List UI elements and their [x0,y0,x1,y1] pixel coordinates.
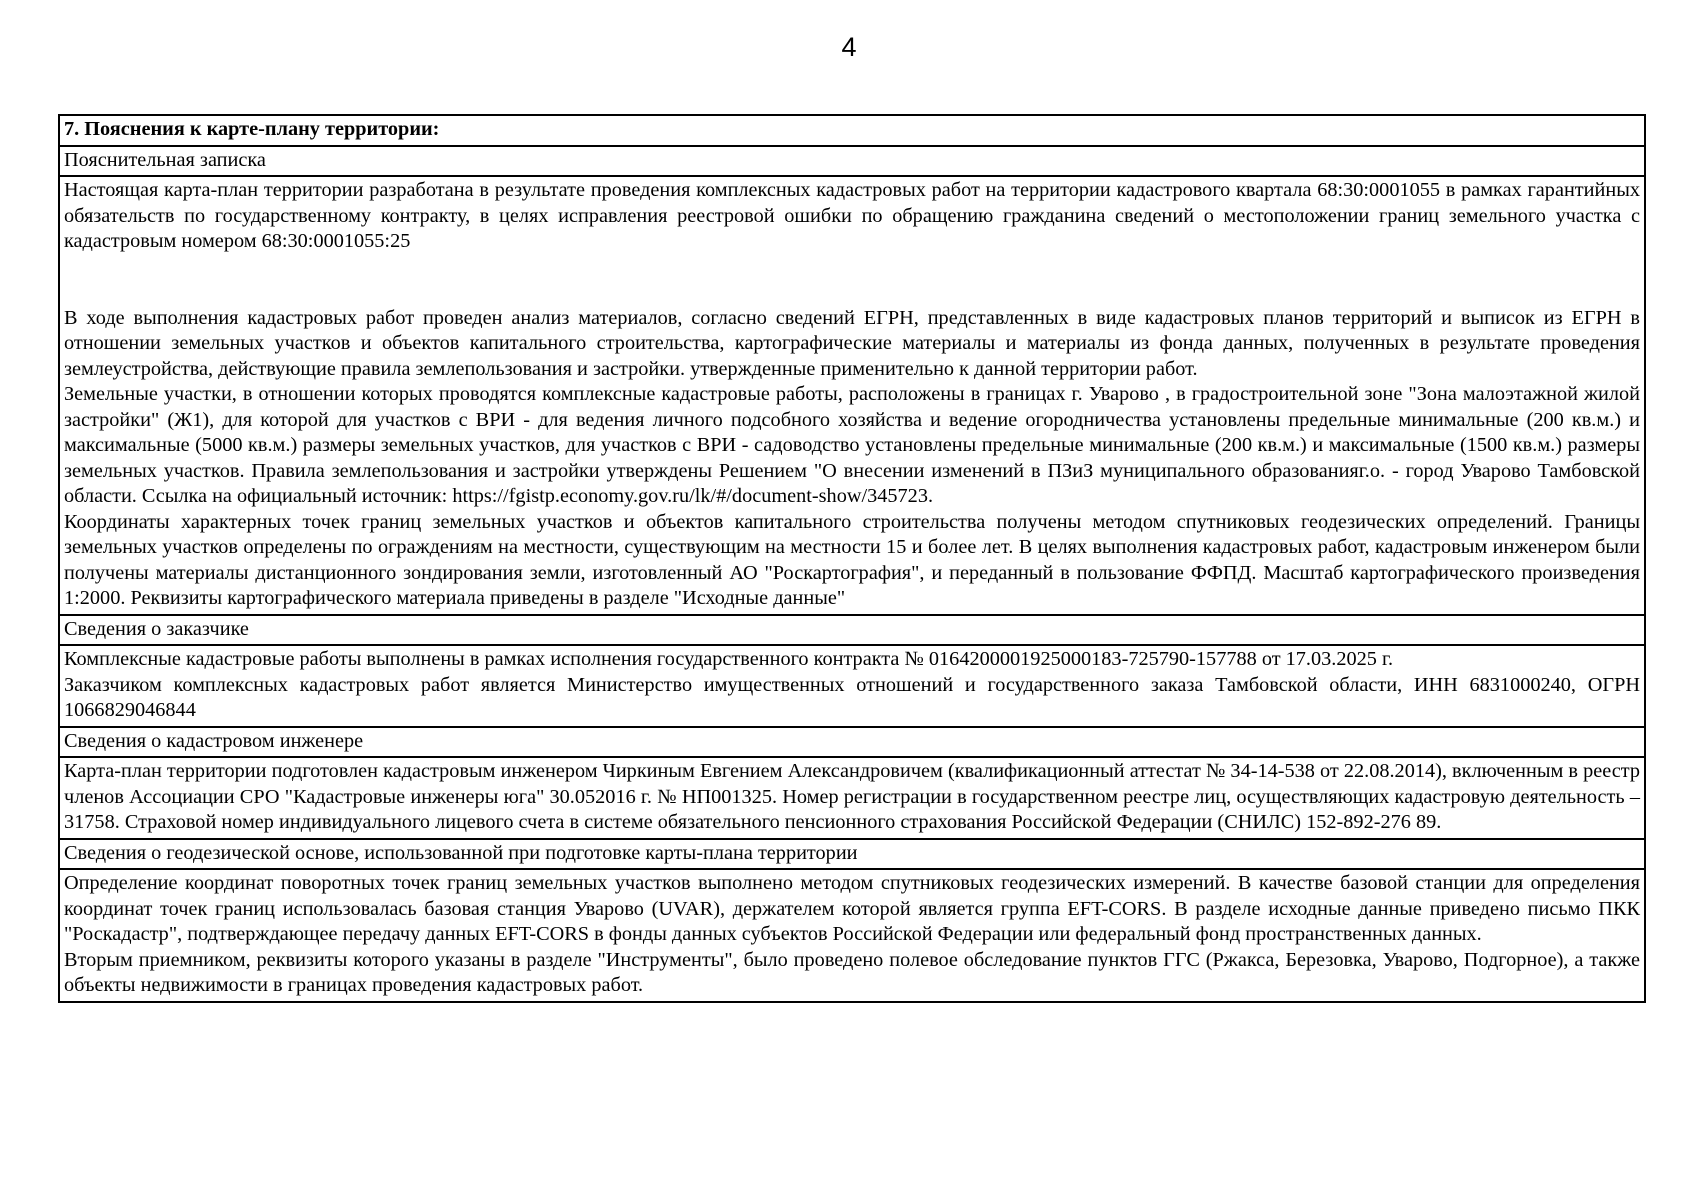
paragraph: Комплексные кадастровые работы выполнены в рамках исполнения государственного контракта № 0164200001925000183-725790-157788 от 17.03.2025 г. [64,648,1394,670]
block-body-explanatory-note [60,175,1644,614]
paragraph: Настоящая карта-план территории разработана в результате проведения комплексных кадастровых работ на территории кадастрового квартала 68:30:0001055 в рамках гарантийных обязательств по государственному контракту, в целях исправления реестровой ошибки по обращению гражданина сведений о местоположении границ земельного участка с кадастровым номером 68:30:0001055:25 [64,179,1640,252]
paragraph: Карта-план территории подготовлен кадастровым инженером Чиркиным Евгением Александровичем (квалификационный аттестат № 34-14-538 от 22.08.2014), включенным в реестр членов Ассоциации СРО "Кадастровые инженеры юга" 30.052016 г. № НП001325. Номер регистрации в государственном реестре лиц, осуществляющих кадастровую деятельность – 31758. Страховой номер индивидуального лицевого счета в системе обязательного пенсионного страхования Российской Федерации (СНИЛС) 152-892-276 89. [64,760,1640,833]
block-heading-geodetic-basis: Сведения о геодезической основе, использованной при подготовке карты-плана территории [60,838,1644,869]
block-heading-cadastral-engineer: Сведения о кадастровом инженере [60,726,1644,757]
paragraph: Определение координат поворотных точек границ земельных участков выполнено методом спутниковых геодезических измерений. В качестве базовой станции для определения координат точек границ использовалась базовая станция Уварово (UVAR), держателем которой является группа EFT-CORS. В разделе исходные данные приведено письмо ПКК "Роскадастр", подтверждающее передачу данных EFT-CORS в фонды данных субъектов Российской Федерации или федеральный фонд пространственных данных. [64,872,1640,945]
block-heading-customer: Сведения о заказчике [60,614,1644,645]
block-body-cadastral-engineer [60,756,1644,838]
paragraph: В ходе выполнения кадастровых работ проведен анализ материалов, согласно сведений ЕГРН, представленных в виде кадастровых планов территорий и выписок из ЕГРН в отношении земельных участков и объектов капитального строительства, картографические материалы и материалы из фонда данных, полученных в результате проведения землеустройства, действующие правила землепользования и застройки. утвержденные применительно к данной территории работ. [64,306,1640,380]
block-body-geodetic-basis [60,868,1644,1001]
paragraph: Вторым приемником, реквизиты которого указаны в разделе "Инструменты", было проведено полевое обследование пунктов ГГС (Ржакса, Березовка, Уварово, Подгорное), а также объекты недвижимости в границах проведения кадастровых работ. [64,948,1640,996]
block-body-customer [60,644,1644,726]
paragraph: Координаты характерных точек границ земельных участков и объектов капитального строительства получены методом спутниковых геодезических определений. Границы земельных участков определены по ограждениям на местности, существующим на местности 15 и более лет. В целях выполнения кадастровых работ, кадастровым инженером были получены материалы дистанционного зондирования земли, изготовленный АО "Роскартография", и переданный в пользование ФФПД. Масштаб картографического произведения 1:2000. Реквизиты картографического материала приведены в разделе "Исходные данные" [64,510,1640,609]
block-heading-explanatory-note: Пояснительная записка [60,145,1644,176]
page-number: 4 [841,32,857,62]
section-title: 7. Пояснения к карте-плану территории: [64,118,440,140]
explanations-table [58,114,1646,1003]
paragraph: Заказчиком комплексных кадастровых работ является Министерство имущественных отношений и государственного заказа Тамбовской области, ИНН 6831000240, ОГРН 1066829046844 [64,673,1640,721]
paragraph: Земельные участки, в отношении которых проводятся комплексные кадастровые работы, расположены в границах г. Уварово , в градостроительной зоне "Зона малоэтажной жилой застройки" (Ж1), для которой для участков с ВРИ - для ведения личного подсобного хозяйства и ведение огородничества установлены предельные минимальные (200 кв.м.) и максимальные (5000 кв.м.) размеры земельных участков, для участков с ВРИ - садоводство установлены предельные минимальные (200 кв.м.) и максимальные (1500 кв.м.) размеры земельных участков. Правила землепользования и застройки утверждены Решением "О внесении изменений в ПЗиЗ муниципального образованияг.о. - город Уварово Тамбовской области. Ссылка на официальный источник: https://fgistp.economy.gov.ru/lk/#/document-show/345723. [64,383,1640,507]
